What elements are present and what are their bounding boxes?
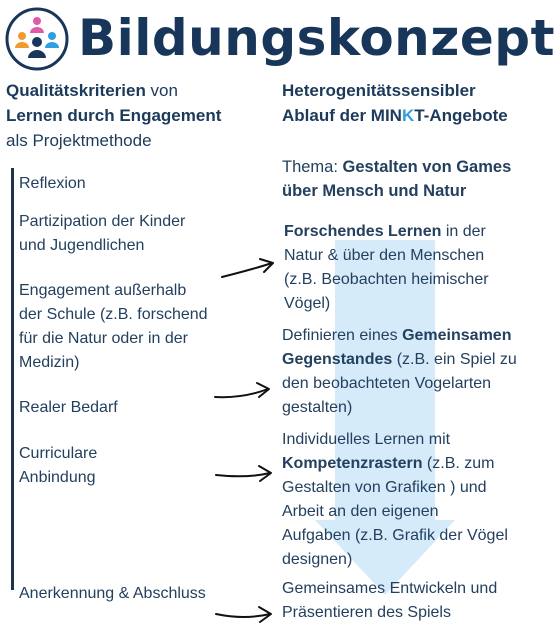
arrow-right-icon	[213, 463, 275, 487]
step-text: Präsentieren des Spiels	[282, 604, 451, 621]
criterion-text-line: und Jugendlichen	[19, 237, 145, 254]
criteria-divider-line	[11, 168, 14, 590]
arrow-right-icon	[218, 255, 278, 285]
right-header-line2a: Ablauf der MIN	[282, 106, 402, 125]
arrow-right-icon	[213, 604, 275, 626]
step-individuelles-lernen	[282, 428, 560, 572]
step-text: Definieren eines	[282, 327, 403, 344]
step-text: den beobachteten Vogelarten	[282, 375, 492, 392]
step-text: (z.B. zum	[422, 455, 495, 472]
step-text: (z.B. ein Spiel zu	[392, 351, 517, 368]
left-header-bold: Qualitätskriterien	[6, 81, 146, 100]
criterion-text-line: Curriculare	[19, 445, 98, 462]
step-text: (z.B. Beobachten heimischer	[284, 271, 489, 288]
logo-icon	[4, 6, 70, 72]
step-text: Gestalten von Grafiken ) und	[282, 479, 487, 496]
step-text: in der	[441, 223, 486, 240]
step-text: Vögel)	[284, 295, 331, 312]
criterion-text-line: Anbindung	[19, 469, 96, 486]
right-column-header	[282, 78, 557, 128]
step-forschendes-lernen	[284, 220, 559, 316]
step-text: Arbeit an den eigenen	[282, 503, 439, 520]
step-bold-text: Gemeinsamen	[402, 327, 512, 344]
step-text: gestalten)	[282, 399, 353, 416]
criterion-engagement	[19, 279, 208, 375]
criterion-text-line: für die Natur oder in der	[19, 330, 188, 347]
step-gemeinsames-entwickeln	[282, 577, 560, 625]
theme-label: Thema:	[282, 158, 343, 176]
left-header-line3: als Projektmethode	[6, 131, 152, 150]
step-bold-text: Forschendes Lernen	[284, 223, 442, 240]
criterion-partizipation	[19, 210, 185, 258]
criterion-text-line: Engagement außerhalb	[19, 282, 187, 299]
left-header-rest: von	[145, 81, 178, 100]
step-text: Aufgaben (z.B. Grafik der Vögel	[282, 527, 508, 544]
criterion-curriculare-anbindung	[19, 442, 97, 490]
step-text: Gemeinsames Entwickeln und	[282, 580, 498, 597]
criterion-text-line: Partizipation der Kinder	[19, 213, 186, 230]
right-header-line1: Heterogenitätssensibler	[282, 81, 476, 100]
theme-title-line2: über Mensch und Natur	[282, 182, 467, 200]
step-text: Individuelles Lernen mit	[282, 431, 451, 448]
criterion-realer-bedarf: Realer Bedarf	[19, 399, 118, 416]
criterion-reflexion: Reflexion	[19, 175, 86, 192]
step-bold-text: Gegenstandes	[282, 351, 393, 368]
step-text: Natur & über den Menschen	[284, 247, 485, 264]
theme-block	[282, 155, 557, 203]
left-header-line2: Lernen durch Engagement	[6, 106, 222, 125]
criterion-text-line: der Schule (z.B. forschend	[19, 306, 208, 323]
criterion-anerkennung: Anerkennung & Abschluss	[19, 585, 206, 602]
theme-title-line1: Gestalten von Games	[342, 158, 512, 176]
step-bold-text: Kompetenzrastern	[282, 455, 423, 472]
criterion-text-line: Medizin)	[19, 354, 80, 371]
page-title: Bildungskonzept	[78, 9, 555, 67]
left-column-header	[6, 78, 276, 153]
step-text: designen)	[282, 551, 353, 568]
right-header-line2b: T-Angebote	[414, 106, 508, 125]
arrow-right-icon	[212, 381, 274, 405]
right-header-k: K	[401, 106, 415, 125]
step-gemeinsamer-gegenstand	[282, 324, 560, 420]
